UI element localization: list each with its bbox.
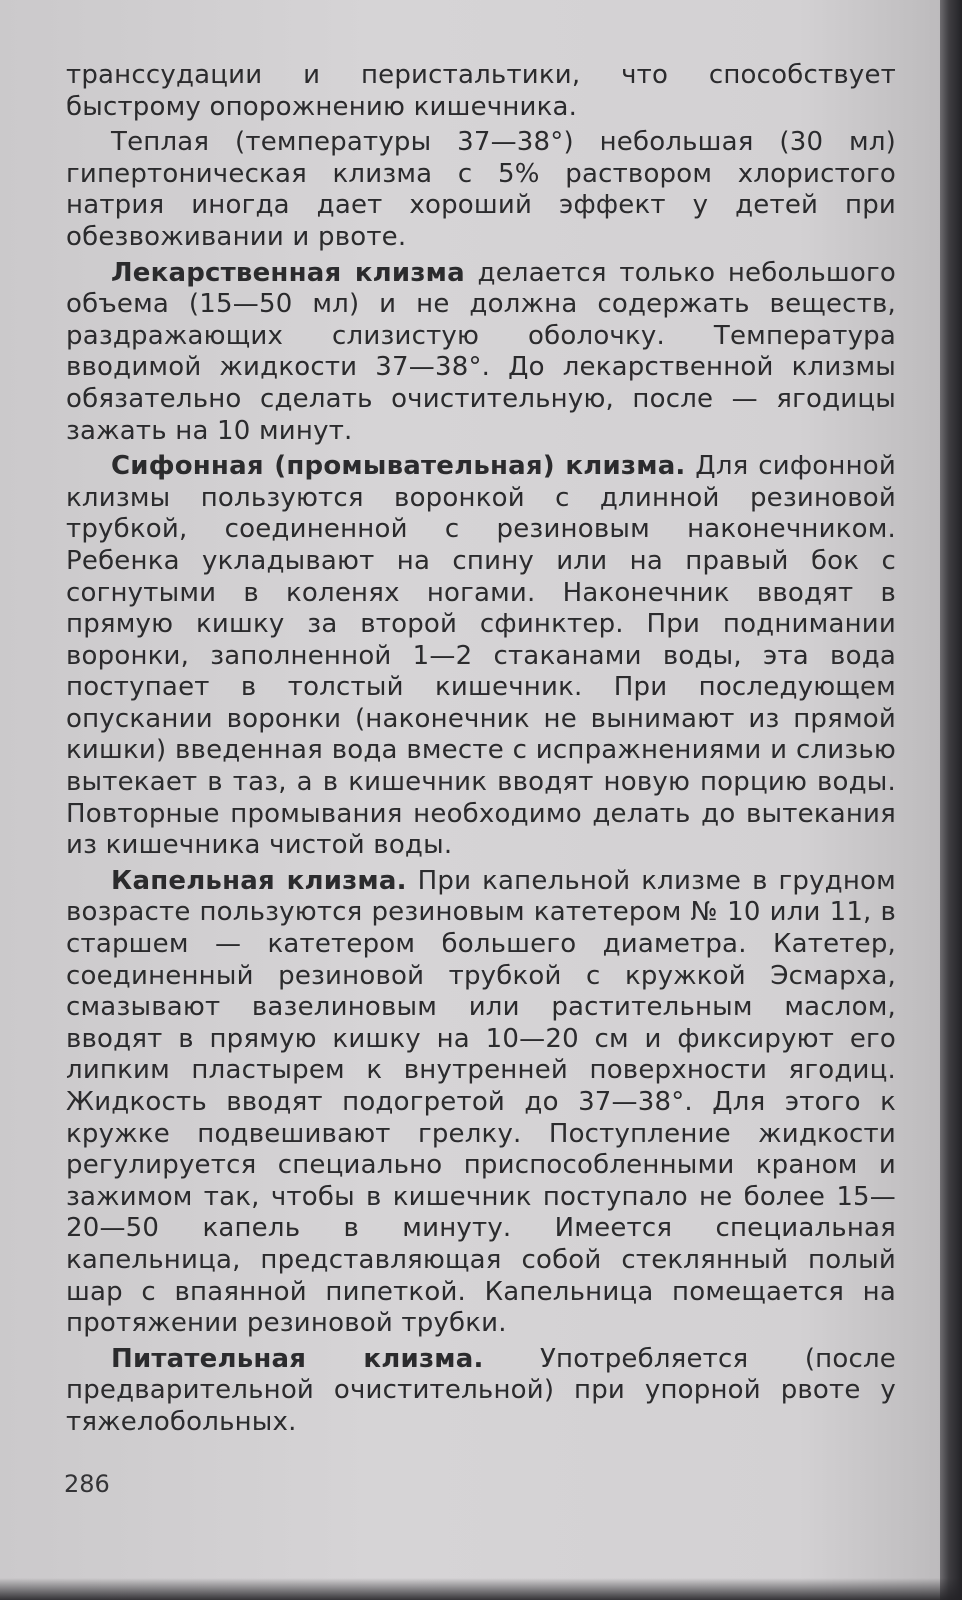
book-spine-shadow — [940, 0, 962, 1600]
paragraph-nutrient-enema — [66, 1344, 896, 1439]
paragraph-text: Употребляется (после предварительной очистительной) при упорной рвоте у тяжелобольных. — [66, 1343, 896, 1437]
bottom-edge-shadow — [0, 1578, 962, 1600]
paragraph-text: Теплая (температуры 37—38°) небольшая (30 мл) гипертоническая клизма с 5% раствором хлористого натрия иногда дает хороший эффект у детей при обезвоживании и рвоте. — [66, 127, 896, 252]
paragraph-text: При капельной клизме в грудном возрасте пользуются резиновым катетером № 10 или 11, в старшем — катетером большего диаметра. Катетер, соединенный резиновой трубкой с кружкой Эсмарха, смазывают вазелиновым или растительным маслом, вводят в прямую кишку на 10—20 см и фиксируют его липким пластырем к внутренней поверхности ягодиц. Жидкость вводят подогретой до 37—38°. Для этого к кружке подвешивают грелку. Поступление жидкости регулируется специально приспособленными краном и зажимом так, чтобы в кишечник поступало не более 15—20—50 капель в минуту. Имеется специальная капельница, представляющая собой стеклянный полый шар с впаянной пипеткой. Капельница помещается на протяжении резиновой трубки. — [66, 865, 896, 1339]
page-number: 286 — [64, 1470, 110, 1498]
paragraph-text: Для сифонной клизмы пользуются воронкой с длинной резиновой трубкой, соединенной с резиновым наконечником. Ребенка укладывают на спину или на правый бок с согнутыми в коленях ногами. Наконечник вводят в прямую кишку за второй сфинктер. При поднимании воронки, заполненной 1—2 стаканами воды, эта вода поступает в толстый кишечник. При последующем опускании воронки (наконечник не вынимают из прямой кишки) введенная вода вместе с испражнениями и слизью вытекает в таз, а в кишечник вводят новую порцию воды. Повторные промывания необходимо делать до вытекания из кишечника чистой воды. — [66, 451, 896, 861]
paragraph-heading: Питательная клизма. — [111, 1343, 484, 1374]
paragraph-medicinal-enema — [66, 258, 896, 448]
paragraph-text: транссудации и перистальтики, что способствует быстрому опорожнению кишечника. — [66, 60, 896, 122]
paragraph-drip-enema — [66, 866, 896, 1340]
paragraph-text: делается только небольшого объема (15—50 мл) и не должна содержать веществ, раздражающих слизистую оболочку. Температура вводимой жидкости 37—38°. До лекарственной клизмы обязательно сделать очистительную, после — ягодицы зажать на 10 минут. — [66, 257, 896, 446]
paragraph-continuation — [66, 60, 896, 123]
paragraph-heading: Сифонная (промывательная) клизма. — [111, 451, 686, 482]
body-text — [66, 60, 896, 1439]
paragraph-heading: Капельная клизма. — [111, 865, 407, 896]
paragraph-heading: Лекарственная клизма — [111, 257, 465, 288]
paragraph-siphon-enema — [66, 451, 896, 862]
paragraph-hypertonic-enema — [66, 127, 896, 253]
